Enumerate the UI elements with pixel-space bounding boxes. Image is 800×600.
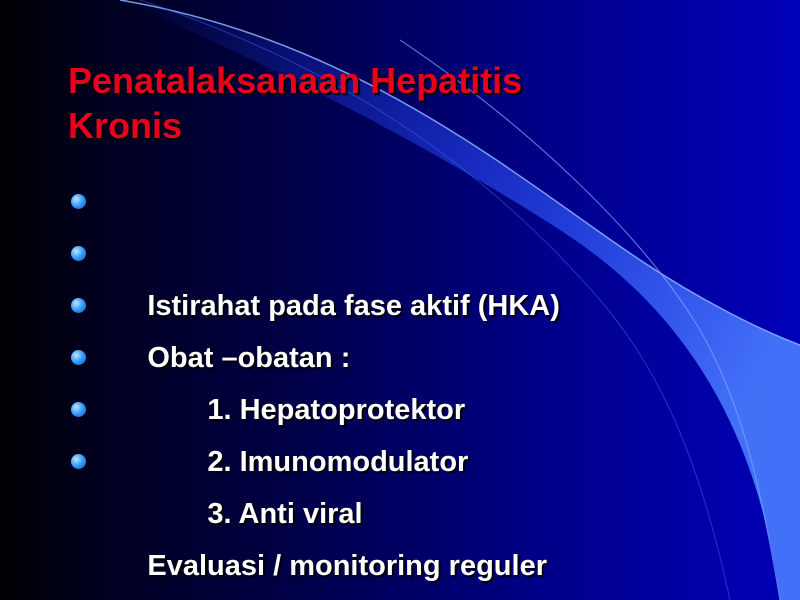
bullet-text: Obat –obatan : (147, 342, 351, 374)
bullet-text: 1. Hepatoprotektor (207, 394, 466, 426)
bullet-text: 3. Anti viral (207, 498, 363, 530)
round-bullet-icon (71, 454, 86, 469)
slide-title (68, 58, 748, 148)
round-bullet-icon (71, 350, 86, 365)
bullet-text: Evaluasi / monitoring reguler (147, 550, 547, 582)
round-bullet-icon (71, 246, 86, 261)
slide-title-line-2: Kronis (68, 105, 183, 146)
bullet-text: 2. Imunomodulator (207, 446, 469, 478)
round-bullet-icon (71, 194, 86, 209)
bullet-list (70, 176, 750, 582)
round-bullet-icon (71, 402, 86, 417)
slide-title-line-1: Penatalaksanaan Hepatitis (68, 60, 523, 101)
bullet-item-rest (70, 176, 750, 322)
bullet-text: Istirahat pada fase aktif (HKA) (147, 290, 560, 322)
round-bullet-icon (71, 298, 86, 313)
